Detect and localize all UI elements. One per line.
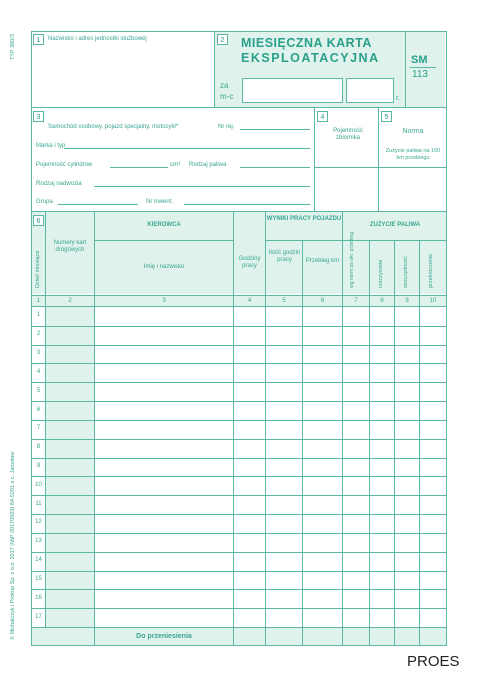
table-row[interactable] — [32, 326, 446, 345]
cm3-label: cm³ — [170, 162, 180, 168]
table-row[interactable] — [32, 420, 446, 439]
table-row[interactable] — [32, 401, 446, 420]
table-row[interactable] — [32, 552, 446, 571]
row-day-number: 4 — [36, 368, 41, 375]
table-row[interactable] — [32, 307, 446, 326]
norm-field[interactable] — [379, 168, 446, 211]
row-day-number: 11 — [35, 500, 42, 507]
reg-number-label: Nr rej. — [218, 124, 235, 130]
year-field[interactable] — [346, 78, 394, 103]
group-results-header: WYNIKI PRACY POJAZDU — [266, 216, 342, 222]
col-work-hours-header: Ilość godzin pracy — [268, 250, 301, 263]
reg-number-field[interactable] — [240, 129, 310, 130]
unit-address-field[interactable] — [32, 48, 214, 107]
engine-capacity-label: Pojemność cylindrów — [36, 162, 93, 168]
section-1-number: 1 — [33, 34, 44, 45]
inventory-number-field[interactable] — [184, 204, 310, 205]
tank-capacity-label: Pojemność zbiornika — [333, 128, 363, 141]
row-day-number: 7 — [36, 425, 41, 432]
make-model-field[interactable] — [64, 148, 310, 149]
col-excess-header: przekroczenie — [428, 253, 434, 288]
month-field[interactable] — [242, 78, 343, 103]
section-1-label: Nazwisko i adres jednostki służbowej — [48, 36, 147, 42]
za-label: za — [220, 81, 229, 90]
side-code: TYP 380/3 — [10, 34, 16, 60]
section-6-number: 6 — [33, 215, 44, 226]
vehicle-type-label: Samochód osobowy, pojazd specjalny, motocykl* — [48, 124, 179, 130]
row-day-number: 12 — [35, 519, 42, 526]
row-day-number: 5 — [36, 387, 41, 394]
body-type-field[interactable] — [94, 186, 310, 187]
form-code-top: SM — [411, 54, 428, 66]
row-day-number: 9 — [36, 463, 41, 469]
fuel-type-field[interactable] — [240, 167, 310, 168]
brand-logo: PROES — [407, 653, 460, 670]
table-row[interactable] — [32, 533, 446, 552]
row-day-number: 1 — [36, 312, 41, 319]
table-row[interactable] — [32, 345, 446, 364]
table-row[interactable] — [32, 571, 446, 590]
engine-capacity-field[interactable] — [110, 167, 168, 168]
section-5-number: 5 — [381, 111, 392, 122]
norm-sublabel: Zużycie paliwa na 100 km przebiegu — [385, 148, 441, 161]
col-number: 9 — [405, 298, 409, 304]
col-name-header: Imię i nazwisko — [143, 264, 185, 270]
row-day-number: 15 — [35, 575, 42, 582]
section-4-number: 4 — [317, 111, 328, 122]
table-row[interactable] — [32, 382, 446, 401]
col-number: 2 — [68, 298, 72, 304]
section-2-number: 2 — [217, 34, 228, 45]
row-day-number: 13 — [35, 538, 42, 545]
col-mileage-header: Przebieg km — [305, 258, 340, 264]
table-row[interactable] — [32, 608, 446, 627]
row-day-number: 17 — [35, 613, 42, 620]
group-fuel-header: ZUŻYCIE PALIWA — [369, 222, 421, 228]
make-model-label: Marka i typ — [36, 143, 66, 149]
table-row[interactable] — [32, 439, 446, 458]
form-code-bottom: 113 — [412, 69, 428, 80]
col-norm-header: wg norm za okr. przebieg — [349, 232, 355, 288]
col-number: 8 — [380, 298, 384, 304]
col-trip-cards-header: Numery kart drogowych — [53, 240, 87, 253]
row-day-number: 3 — [36, 350, 41, 357]
col-number: 5 — [282, 298, 286, 304]
group-label: Grupa — [36, 199, 53, 205]
tank-capacity-field[interactable] — [315, 168, 378, 211]
col-hours-header: Godziny pracy — [238, 256, 261, 269]
body-type-label: Rodzaj nadwozia — [36, 181, 82, 187]
table-row[interactable] — [32, 458, 446, 477]
row-day-number: 2 — [36, 331, 41, 338]
table-row[interactable] — [32, 514, 446, 533]
col-number: 1 — [36, 298, 41, 304]
table-row[interactable] — [32, 589, 446, 608]
fuel-type-label: Rodzaj paliwa — [189, 162, 227, 168]
col-number: 4 — [247, 298, 252, 304]
col-number: 6 — [320, 298, 325, 304]
col-number: 3 — [162, 298, 166, 304]
col-number: 10 — [429, 298, 437, 304]
table-row[interactable] — [32, 476, 446, 495]
col-actual-header: rzeczywiste — [378, 259, 384, 288]
table-row[interactable] — [32, 363, 446, 382]
col-number: 7 — [354, 298, 358, 304]
row-day-number: 14 — [35, 557, 42, 564]
row-day-number: 16 — [35, 594, 42, 601]
side-copyright: © Michalczyk i Prokop Sp. z o.o. 2017 (MiP 20170503) 84-5201 s.c. Jarosław — [10, 451, 16, 640]
inventory-number-label: Nr inwent. — [146, 199, 174, 205]
year-label: r. — [396, 95, 400, 102]
col-day-header: Dzień miesiąca — [35, 250, 41, 288]
group-driver-header: KIEROWCA — [147, 222, 181, 228]
group-field[interactable] — [58, 204, 138, 205]
section-3-number: 3 — [33, 111, 44, 122]
carry-over-label: Do przeniesienia — [136, 633, 192, 640]
row-day-number: 8 — [36, 444, 41, 451]
form-title-line1: MIESIĘCZNA KARTA — [241, 36, 372, 50]
row-day-number: 10 — [35, 481, 42, 488]
norm-label: Norma — [402, 128, 424, 135]
col-savings-header: oszczędność — [403, 256, 409, 288]
table-row[interactable] — [32, 495, 446, 514]
row-day-number: 6 — [36, 406, 41, 413]
form-title-line2: EKSPLOATACYJNA — [241, 51, 380, 65]
month-label: m-c — [220, 92, 234, 101]
